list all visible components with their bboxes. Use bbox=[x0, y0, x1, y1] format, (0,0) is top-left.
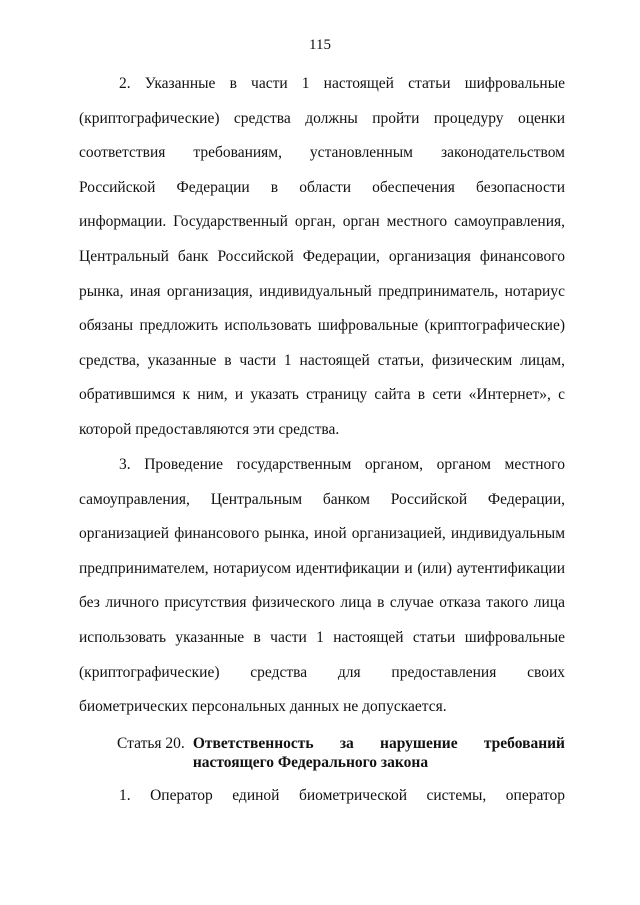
article-heading bbox=[117, 734, 565, 772]
paragraph-part-2: 2. Указанные в части 1 настоящей статьи шифровальные (криптографические) средства должны пройти процедуру оценки соответствия требованиям, установленным законодательством Российской Федерации в области обеспечения безопасности информации. Государственный орган, орган местного самоуправления, Центральный банк Российской Федерации, организация финансового рынка, иная организация, индивидуальный предприниматель, нотариус обязаны предложить использовать шифровальные (криптографические) средства, указанные в части 1 настоящей статьи, физическим лицам, обратившимся к ним, и указать страницу сайта в сети «Интернет», с которой предоставляются эти средства. bbox=[79, 75, 565, 438]
paragraph-part-3: 3. Проведение государственным органом, органом местного самоуправления, Центральным банком Российской Федерации, организацией финансового рынка, иной организацией, индивидуальным предпринимателем, нотариусом идентификации и (или) аутентификации без личного присутствия физического лица в случае отказа такого лица использовать указанные в части 1 настоящей статьи шифровальные (криптографические) средства для предоставления своих биометрических персональных данных не допускается. bbox=[79, 456, 565, 716]
page-number: 115 bbox=[309, 37, 331, 53]
article-title: Ответственность за нарушение требований настоящего Федерального закона bbox=[192, 735, 565, 771]
paragraph-part-1: 1. Оператор единой биометрической системы, оператор bbox=[119, 787, 565, 804]
article-number: Статья 20. bbox=[117, 735, 185, 752]
